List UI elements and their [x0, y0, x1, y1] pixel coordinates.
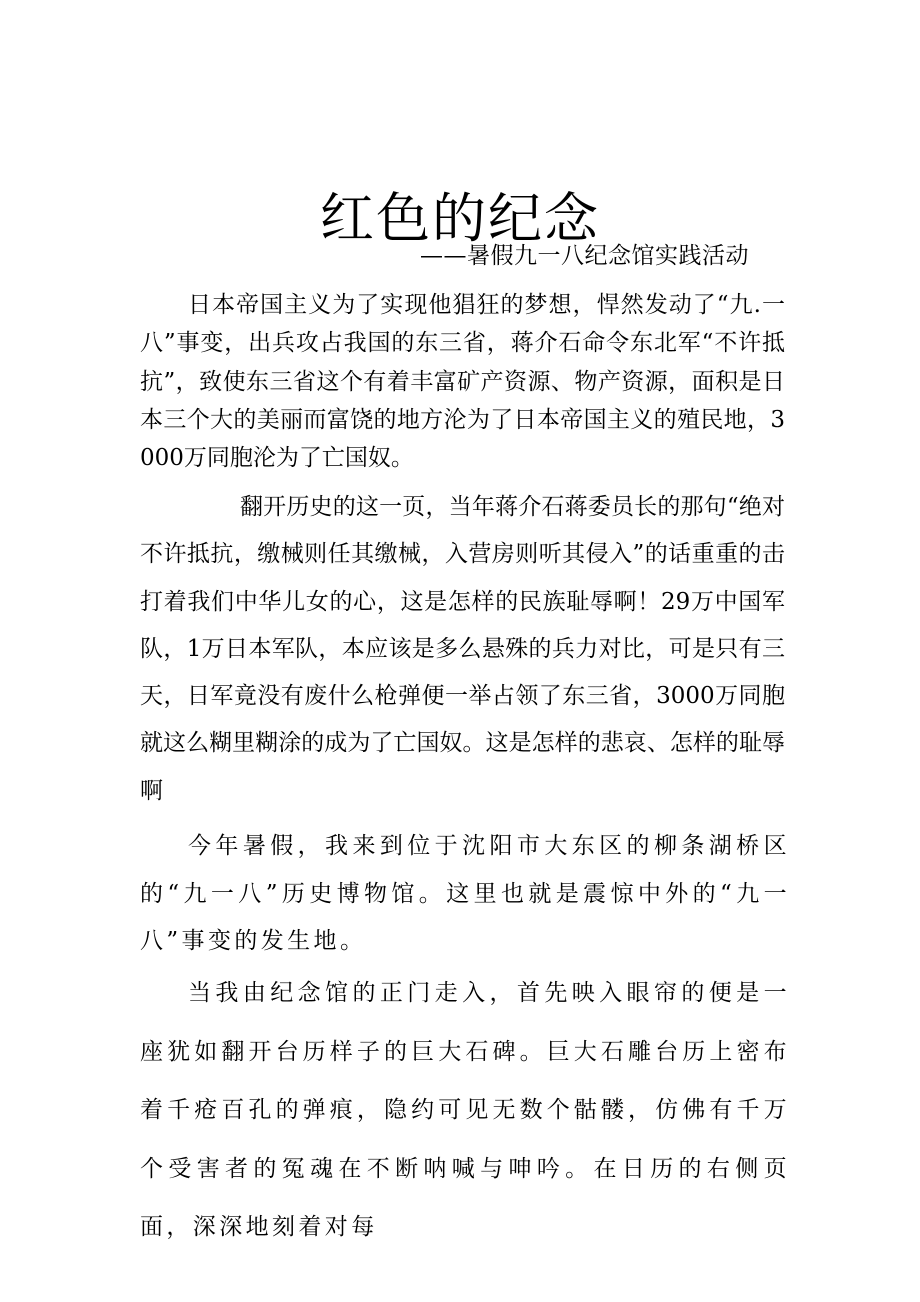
document-title: 红色的纪念 [320, 187, 600, 251]
paragraph-2: 翻开历史的这一页，当年蒋介石蒋委员长的那句“绝对不许抵抗，缴械则任其缴械，入营房则听其侵入”的话重重的击打着我们中华儿女的心，这是怎样的民族耻辱啊！29万中国军队，1万日本军队，本应该是多么悬殊的兵力对比，可是只有三天，日军竟没有废什么枪弹便一举占领了东三省，3000万同胞就这么糊里糊涂的成为了亡国奴。这是怎样的悲哀、怎样的耻辱啊 [140, 494, 785, 804]
document-subtitle: ——暑假九一八纪念馆实践活动 [420, 243, 749, 269]
paragraph-4: 当我由纪念馆的正门走入，首先映入眼帘的便是一座犹如翻开台历样子的巨大石碑。巨大石雕台历上密布着千疮百孔的弹痕，隐约可见无数个骷髅，仿佛有千万个受害者的冤魂在不断呐喊与呻吟。在日历的右侧页面，深深地刻着对每 [140, 980, 790, 1240]
paragraph-1: 日本帝国主义为了实现他猖狂的梦想，悍然发动了“九.一八”事变，出兵攻占我国的东三省，蒋介石命令东北军“不许抵抗”，致使东三省这个有着丰富矿产资源、物产资源，面积是日本三个大的美丽而富饶的地方沦为了日本帝国主义的殖民地，3000万同胞沦为了亡国奴。 [140, 292, 785, 472]
paragraph-3: 今年暑假，我来到位于沈阳市大东区的柳条湖桥区的“九一八”历史博物馆。这里也就是震惊中外的“九一八”事变的发生地。 [140, 833, 790, 954]
